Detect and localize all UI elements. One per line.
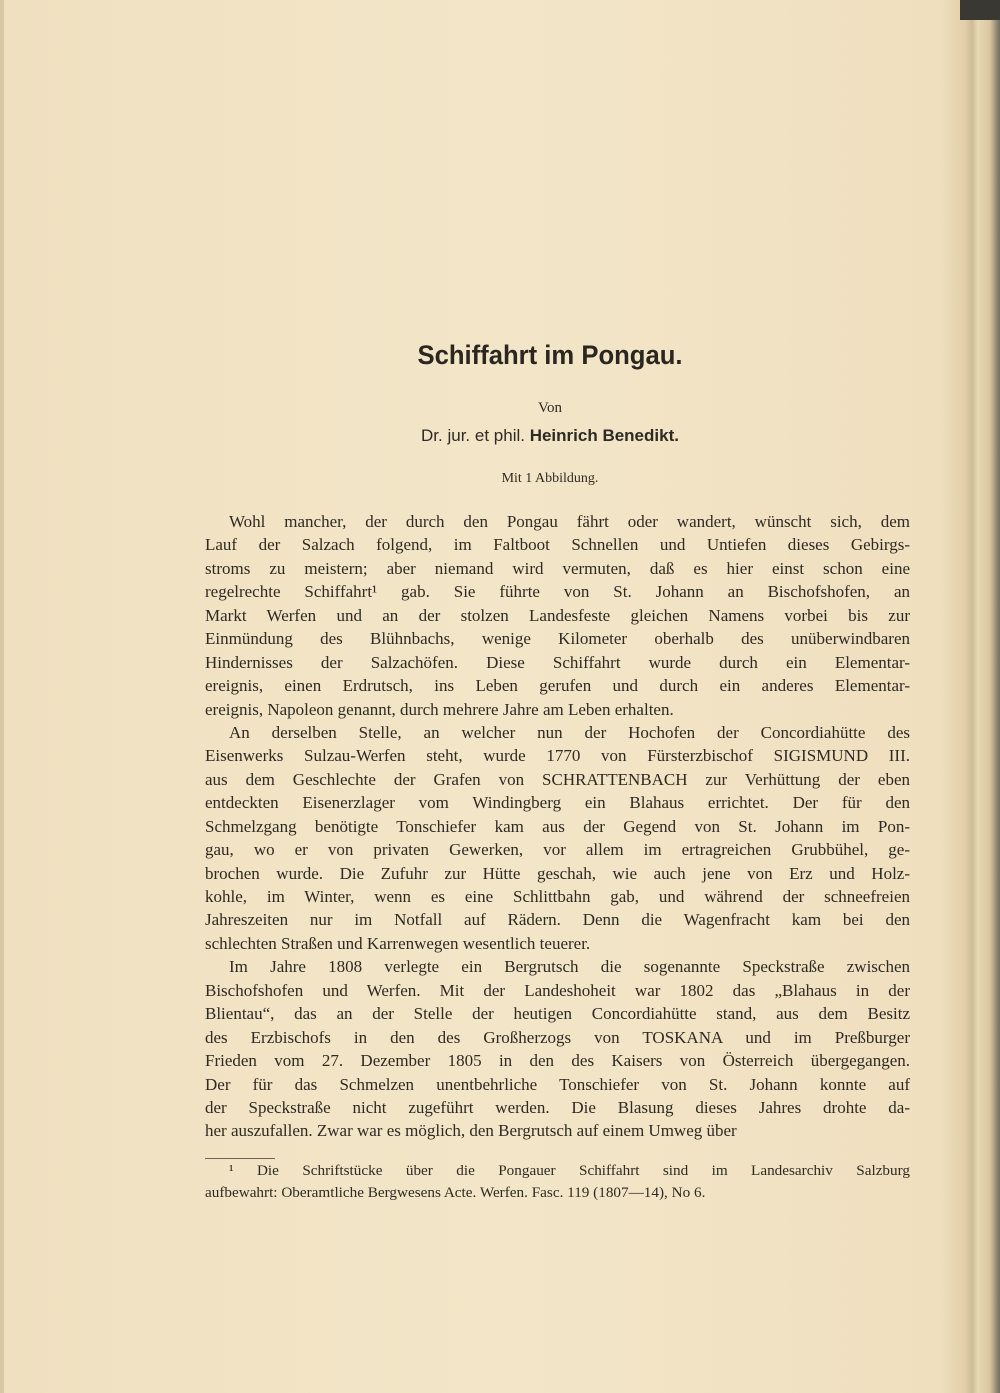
author-name: Heinrich Benedikt. <box>529 426 679 445</box>
illustration-note: Mit 1 Abbildung. <box>501 471 599 486</box>
body-line: Im Jahre 1808 verlegte ein Bergrutsch die sogenannte Speckstraße zwischen <box>229 957 910 977</box>
author-prefix: Dr. jur. et phil. <box>421 426 525 445</box>
footnote-rule <box>205 1158 275 1159</box>
body-line: des Erzbischofs in den des Großherzogs von TOSKANA und im Preßburger <box>205 1027 910 1047</box>
scan-edge <box>0 0 4 1393</box>
body-line: Jahreszeiten nur im Notfall auf Rädern. Denn die Wagenfracht kam bei den <box>205 910 910 930</box>
body-line: schlechten Straßen und Karrenwegen wesentlich teuerer. <box>205 933 591 953</box>
body-line: stroms zu meistern; aber niemand wird vermuten, daß es hier einst schon eine <box>205 558 910 578</box>
body-line: aus dem Geschlechte der Grafen von SCHRATTENBACH zur Verhüttung der eben <box>205 769 910 789</box>
body-line: Eisenwerks Sulzau-Werfen steht, wurde 1770 von Fürsterzbischof SIGISMUND III. <box>205 746 910 766</box>
scan-border <box>960 0 1000 20</box>
body-line: Einmündung des Blühnbachs, wenige Kilometer oberhalb des unüberwindbaren <box>205 629 910 649</box>
body-line: gau, wo er von privaten Gewerken, vor allem im ertragreichen Grubbühel, ge- <box>205 840 910 860</box>
author <box>0 426 1000 446</box>
body-line: regelrechte Schiffahrt¹ gab. Sie führte von St. Johann an Bischofshofen, an <box>205 582 910 602</box>
body-line: Lauf der Salzach folgend, im Faltboot Schnellen und Untiefen dieses Gebirgs- <box>205 535 910 555</box>
body-line: brochen wurde. Die Zufuhr zur Hütte geschah, wie auch jene von Erz und Holz- <box>205 863 910 883</box>
footnote-line: ¹ Die Schriftstücke über die Pongauer Schiffahrt sind im Landesarchiv Salzburg <box>229 1162 910 1179</box>
footnotes <box>205 1160 910 1204</box>
body-line: der Speckstraße nicht zugeführt werden. Die Blasung dieses Jahres drohte da- <box>205 1097 910 1117</box>
body-line: An derselben Stelle, an welcher nun der Hochofen der Concordiahütte des <box>229 722 910 742</box>
body-text <box>205 510 910 1143</box>
body-line: Hindernisses der Salzachöfen. Diese Schiffahrt wurde durch ein Elementar- <box>205 652 910 672</box>
body-line: Blientau“, das an der Stelle der heutigen Concordiahütte stand, aus dem Besitz <box>205 1004 910 1024</box>
article-title: Schiffahrt im Pongau. <box>417 340 683 370</box>
body-line: her auszufallen. Zwar war es möglich, den Bergrutsch auf einem Umweg über <box>205 1121 737 1141</box>
body-line: Wohl mancher, der durch den Pongau fährt oder wandert, wünscht sich, dem <box>229 512 910 531</box>
body-line: Schmelzgang benötigte Tonschiefer kam aus der Gegend von St. Johann im Pon- <box>205 816 910 836</box>
body-line: Bischofshofen und Werfen. Mit der Landeshoheit war 1802 das „Blahaus in der <box>205 980 910 1000</box>
byline-von: Von <box>538 400 562 416</box>
body-line: Der für das Schmelzen unentbehrliche Tonschiefer von St. Johann konnte auf <box>205 1074 910 1094</box>
footnote-line: aufbewahrt: Oberamtliche Bergwesens Acte. Werfen. Fasc. 119 (1807—14), No 6. <box>205 1184 706 1201</box>
body-line: ereignis, einen Erdrutsch, ins Leben gerufen und durch ein anderes Elementar- <box>205 676 910 696</box>
body-line: ereignis, Napoleon genannt, durch mehrere Jahre am Leben erhalten. <box>205 699 674 719</box>
body-line: Frieden vom 27. Dezember 1805 in den des Kaisers von Österreich übergegangen. <box>205 1051 910 1071</box>
body-line: Markt Werfen und an der stolzen Landesfeste gleichen Namens vorbei bis zur <box>205 605 910 625</box>
body-line: entdeckten Eisenerzlager vom Windingberg ein Blahaus errichtet. Der für den <box>205 793 910 813</box>
body-line: kohle, im Winter, wenn es eine Schlittbahn gab, und während der schneefreien <box>205 887 910 906</box>
